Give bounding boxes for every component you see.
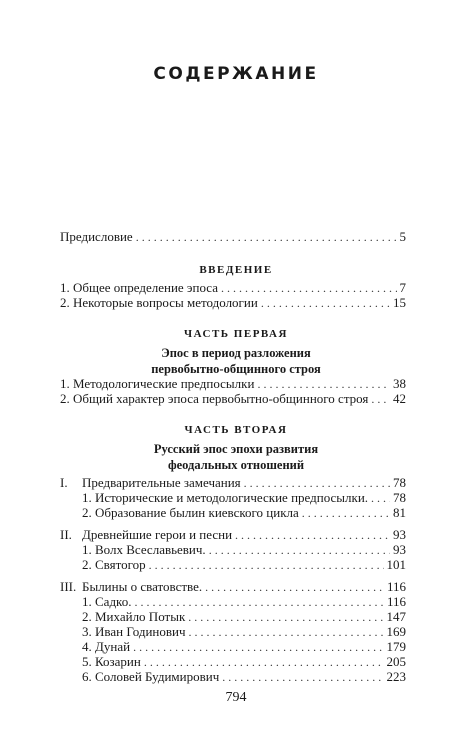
leader-dots: [188, 609, 383, 625]
toc-entry: [60, 391, 406, 407]
leader-dots: [205, 579, 384, 595]
toc-entry-page: 179: [386, 639, 406, 654]
toc-entry: [82, 609, 406, 625]
toc-entry: [82, 505, 406, 521]
toc-entry-page: 116: [386, 579, 406, 594]
toc-entry-page: 5: [399, 229, 406, 244]
toc-entry-label: 2. Святогор: [82, 557, 146, 572]
toc-entry: [82, 654, 406, 670]
toc-entry-page: 81: [393, 505, 406, 520]
toc-entry: [60, 280, 406, 296]
toc-entry-page: 93: [393, 527, 406, 542]
toc-entry-label: Древнейшие герои и песни: [82, 527, 233, 542]
toc-entry: [82, 669, 406, 685]
toc-entry-label: 1. Садко.: [82, 594, 132, 609]
toc-entry-label: 1. Методологические предпосылки: [60, 376, 255, 391]
leader-dots: [144, 654, 384, 670]
toc-entry-label: Предварительные замечания: [82, 475, 241, 490]
toc-entry: [82, 557, 406, 573]
toc-entry-label: 1. Волх Всеславьевич.: [82, 542, 206, 557]
toc-entry-page: 223: [386, 669, 406, 684]
page-number: 794: [225, 690, 247, 705]
toc-entry-page: 38: [393, 376, 406, 391]
leader-dots: [149, 557, 384, 573]
toc-entry-label: 2. Общий характер эпоса первобытно-общинного строя: [60, 391, 369, 406]
toc-entry-page: 169: [386, 624, 406, 639]
toc-entry-label: 4. Дунай: [82, 639, 131, 654]
toc-entry-page: 78: [393, 475, 406, 490]
leader-dots: [261, 295, 390, 311]
toc-entry: [82, 594, 406, 610]
leader-dots: [302, 505, 390, 521]
toc-entry-page: 15: [393, 295, 406, 310]
toc-entry-page: 101: [386, 557, 406, 572]
toc-entry-label: 1. Общее определение эпоса: [60, 280, 218, 295]
leader-dots: [221, 280, 397, 296]
chapter-numeral: III.: [60, 579, 77, 594]
toc-entry: [60, 295, 406, 311]
section-heading-intro: ВВЕДЕНИЕ: [199, 264, 273, 276]
leader-dots: [371, 391, 390, 407]
chapter-numeral: I.: [60, 475, 68, 490]
toc-entry-label: 2. Некоторые вопросы методологии: [60, 295, 258, 310]
leader-dots: [235, 527, 390, 543]
toc-entry: [82, 542, 406, 558]
toc-entry-page: 78: [393, 490, 406, 505]
part2-subtitle-line2: феодальных отношений: [167, 458, 305, 472]
part1-subtitle-line2: первобытно-общинного строя: [151, 362, 321, 376]
section-heading-part2: ЧАСТЬ ВТОРАЯ: [184, 424, 288, 436]
part1-subtitle-line1: Эпос в период разложения: [161, 346, 311, 360]
toc-chapter-3: [60, 579, 406, 595]
page-title: СОДЕРЖАНИЕ: [153, 64, 319, 84]
leader-dots: [257, 376, 390, 392]
toc-entry-label: Предисловие: [60, 229, 133, 244]
toc-entry-label: 6. Соловей Будимирович: [82, 669, 220, 684]
toc-entry-label: 5. Козарин: [82, 654, 141, 669]
toc-chapter-1: [60, 475, 406, 491]
toc-entry-page: 93: [393, 542, 406, 557]
toc-entry-page: 116: [386, 594, 406, 609]
leader-dots: [133, 639, 383, 655]
toc-entry-label: Былины о сватовстве.: [82, 579, 203, 594]
toc-entry-preface: [60, 229, 406, 245]
toc-entry: [82, 639, 406, 655]
leader-dots: [136, 229, 397, 245]
leader-dots: [134, 594, 384, 610]
leader-dots: [244, 475, 390, 491]
toc-entry-label: 2. Образование былин киевского цикла: [82, 505, 299, 520]
toc-entry-page: 147: [386, 609, 406, 624]
chapter-numeral: II.: [60, 527, 72, 542]
toc-entry-page: 42: [393, 391, 406, 406]
leader-dots: [209, 542, 390, 558]
toc-chapter-2: [60, 527, 406, 543]
toc-entry-label: 3. Иван Годинович: [82, 624, 186, 639]
leader-dots: [222, 669, 383, 685]
toc-entry-label: 2. Михайло Потык: [82, 609, 186, 624]
leader-dots: [371, 490, 390, 506]
toc-entry: [82, 624, 406, 640]
toc-entry-page: 205: [386, 654, 406, 669]
toc-entry-label: 1. Исторические и методологические предпосылки.: [82, 490, 369, 505]
leader-dots: [189, 624, 384, 640]
toc-entry-page: 7: [399, 280, 406, 295]
section-heading-part1: ЧАСТЬ ПЕРВАЯ: [184, 328, 288, 340]
toc-entry: [82, 490, 406, 506]
toc-entry: [60, 376, 406, 392]
part2-subtitle-line1: Русский эпос эпохи развития: [153, 442, 319, 456]
